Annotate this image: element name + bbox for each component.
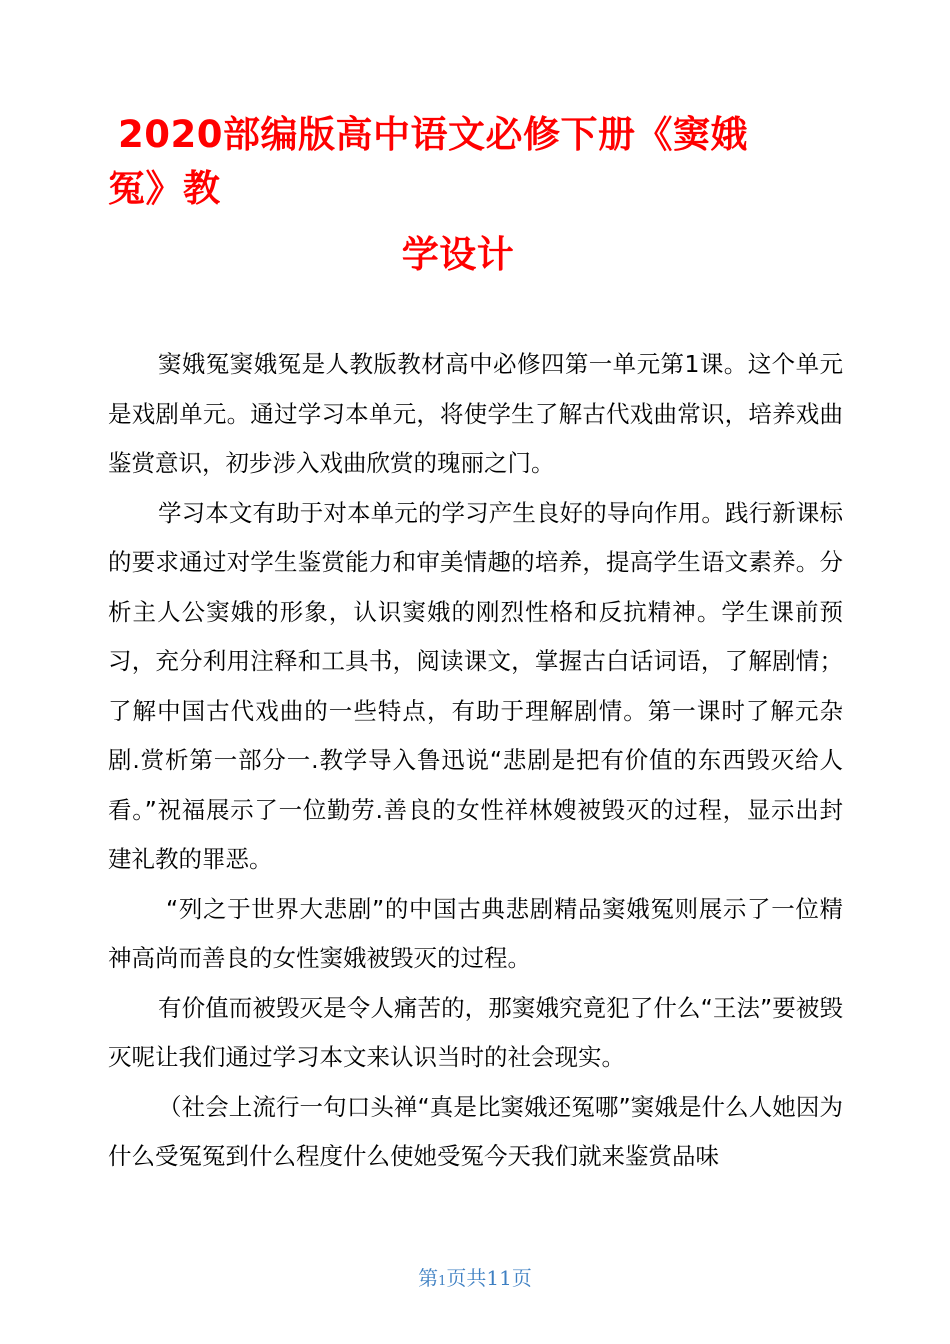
title-line-2: 冤》教 [108, 167, 221, 210]
footer-prefix: 第 [418, 1266, 439, 1290]
paragraph-4: 有价值而被毁灭是令人痛苦的，那窦娥究竟犯了什么“王法”要被毁灭呢让我们通过学习本文来认识当时的社会现实。 [108, 993, 843, 1071]
paragraph-5: （社会上流行一句口头禅“真是比窦娥还冤哪”窦娥是什么人她因为什么受冤冤到什么程度什么使她受冤今天我们就来鉴赏品味 [108, 1092, 843, 1170]
footer-current-page: 1 [438, 1274, 447, 1289]
title-line-1: 2020部编版高中语文必修下册《窦娥 [118, 113, 748, 156]
document-body [108, 340, 843, 1182]
page-footer [0, 1262, 950, 1291]
title-line-3: 学设计 [401, 233, 515, 276]
paragraph-2: 学习本文有助于对本单元的学习产生良好的导向作用。践行新课标的要求通过对学生鉴赏能力和审美情趣的培养，提高学生语文素养。分析主人公窦娥的形象，认识窦娥的刚烈性格和反抗精神。学生课前预习，充分利用注释和工具书，阅读课文，掌握古白话词语，了解剧情；了解中国古代戏曲的一些特点，有助于理解剧情。第一课时了解元杂剧.赏析第一部分一.教学导入鲁迅说“悲剧是把有价值的东西毁灭给人看。”祝福展示了一位勤劳.善良的女性祥林嫂被毁灭的过程，显示出封建礼教的罪恶。 [108, 498, 843, 873]
paragraph-3: “列之于世界大悲剧”的中国古典悲剧精品窦娥冤则展示了一位精神高尚而善良的女性窦娥被毁灭的过程。 [108, 894, 843, 972]
footer-suffix: 页共11页 [446, 1266, 532, 1290]
paragraph-1: 窦娥冤窦娥冤是人教版教材高中必修四第一单元第1课。这个单元是戏剧单元。通过学习本单元，将使学生了解古代戏曲常识，培养戏曲鉴赏意识，初步涉入戏曲欣赏的瑰丽之门。 [108, 350, 843, 477]
document-title [108, 108, 848, 282]
